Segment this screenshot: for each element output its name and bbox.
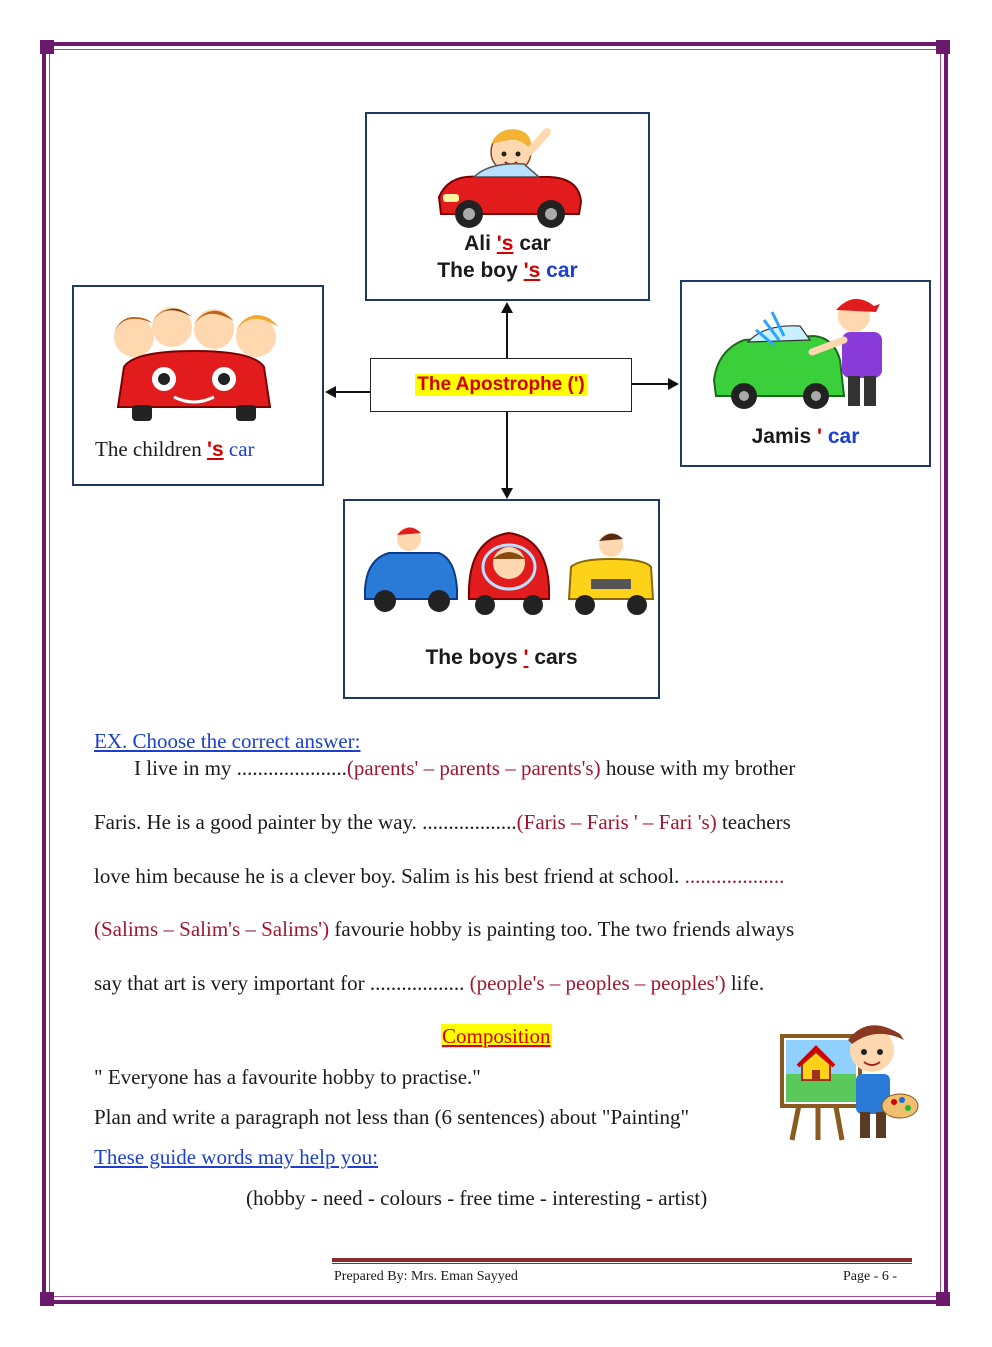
answer-options: (Salims – Salim's – Salims') — [94, 917, 330, 941]
footer-rule-thin — [332, 1263, 912, 1264]
right-box-caption — [682, 425, 929, 449]
answer-options: (Faris – Faris ' – Fari 's) — [516, 810, 717, 834]
arrow-down-line — [506, 412, 508, 488]
exercise-text: teachers — [716, 810, 791, 834]
footer-prepared-by: Prepared By: Mrs. Eman Sayyed — [334, 1269, 518, 1284]
caption-text: cars — [528, 646, 578, 669]
boy-driving-red-car-icon — [429, 122, 589, 232]
exercise-title: EX. Choose the correct answer: — [94, 729, 361, 753]
boy-painting-icon — [772, 1010, 922, 1145]
caption-text: The children — [95, 437, 207, 461]
guide-words: (hobby - need - colours - free time - interesting - artist) — [246, 1186, 708, 1210]
arrow-left-head — [325, 386, 336, 398]
left-box-caption — [95, 437, 255, 462]
answer-blank: ................... — [684, 864, 785, 888]
top-box — [365, 112, 650, 301]
exercise-line-1 — [134, 756, 795, 780]
arrow-up-head — [501, 302, 513, 313]
boys-in-three-cars-icon — [359, 519, 659, 619]
right-box — [680, 280, 931, 467]
bottom-box — [343, 499, 660, 699]
apostrophe-mark: 's — [206, 438, 224, 461]
composition-title: Composition — [442, 1024, 551, 1048]
caption-text: Ali — [464, 232, 497, 255]
arrow-right-line — [632, 383, 668, 385]
exercise-line-3 — [94, 864, 784, 888]
exercise-text: favourie hobby is painting too. The two friends always — [329, 917, 795, 941]
man-washing-green-car-icon — [704, 290, 904, 420]
arrow-right-head — [668, 378, 679, 390]
apostrophe-mark: 's — [496, 232, 514, 255]
caption-text: The boys — [425, 646, 524, 669]
children-in-car-icon — [94, 297, 304, 427]
caption-text: Jamis — [751, 425, 817, 448]
footer-rule — [332, 1258, 912, 1262]
exercise-line-4 — [94, 917, 794, 941]
bottom-box-caption — [345, 646, 658, 670]
caption-text: car — [822, 425, 860, 448]
arrow-down-head — [501, 488, 513, 499]
apostrophe-mark: 's — [523, 259, 541, 282]
composition-quote: " Everyone has a favourite hobby to practise." — [94, 1065, 481, 1089]
left-box — [72, 285, 324, 486]
answer-options: (parents' – parents – parents's) — [346, 756, 601, 780]
exercise-text: I live in my ..................... — [134, 756, 347, 780]
exercise-text: life. — [725, 971, 765, 995]
corner-ornament — [936, 40, 950, 54]
exercise-line-5 — [94, 971, 764, 995]
caption-text: car — [223, 437, 255, 461]
apostrophe-mark: ' — [523, 646, 529, 669]
caption-text: car — [513, 232, 551, 255]
top-box-caption — [367, 230, 648, 284]
arrow-up-line — [506, 312, 508, 358]
exercise-line-2 — [94, 810, 791, 834]
exercise-text: love him because he is a clever boy. Salim is his best friend at school. — [94, 864, 685, 888]
footer-page-number: Page - 6 - — [843, 1269, 898, 1284]
exercise-text: Faris. He is a good painter by the way. .................. — [94, 810, 517, 834]
corner-ornament — [936, 1292, 950, 1306]
exercise-text: house with my brother — [600, 756, 796, 780]
center-label: The Apostrophe (') — [417, 374, 585, 395]
caption-text: The boy — [437, 259, 524, 282]
corner-ornament — [40, 1292, 54, 1306]
corner-ornament — [40, 40, 54, 54]
apostrophe-mark: ' — [817, 425, 822, 448]
caption-text: car — [540, 259, 578, 282]
composition-task: Plan and write a paragraph not less than (6 sentences) about "Painting" — [94, 1105, 690, 1129]
exercise-text: say that art is very important for .................. — [94, 971, 470, 995]
guide-words-title: These guide words may help you: — [94, 1145, 379, 1169]
answer-options: (people's – peoples – peoples') — [469, 971, 726, 995]
arrow-left-line — [335, 391, 370, 393]
center-box — [370, 358, 632, 412]
